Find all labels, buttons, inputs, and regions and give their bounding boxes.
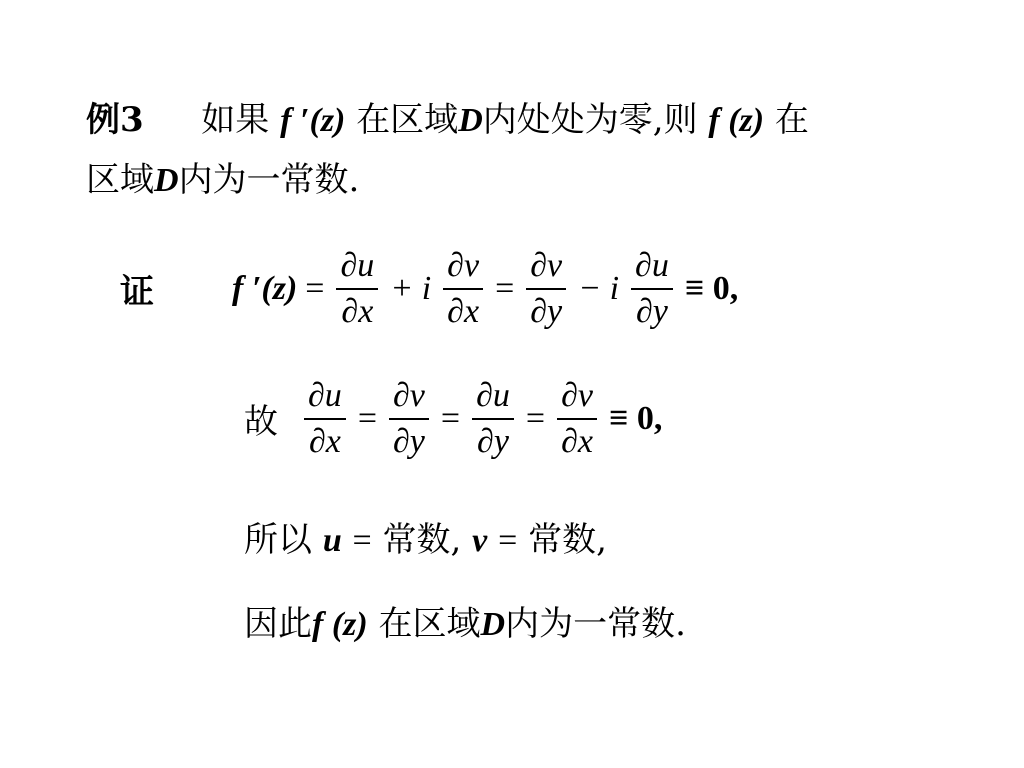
eq-sign: = (525, 399, 546, 437)
text-const-1: 常数, (382, 520, 462, 560)
eq-sign: = (352, 522, 372, 559)
frac-num: ∂v (447, 247, 480, 284)
frac-den: ∂y (393, 422, 425, 460)
math-D-2: D (154, 162, 179, 199)
math-D-3: D (480, 606, 506, 643)
text-neiweiyichangshu-2: 内为一常数. (505, 604, 686, 644)
proof-equation (232, 246, 746, 332)
frac-den: ∂x (341, 292, 374, 330)
eq-sign: = (305, 269, 325, 307)
eq-sign: = (357, 399, 377, 437)
frac-du-dx (304, 376, 346, 462)
text-zai: 在 (774, 100, 809, 140)
text-zaiquyu: 在区域 (356, 100, 459, 140)
text-const-2: 常数, (528, 520, 607, 560)
proof-lhs: f ′(z) (232, 269, 298, 307)
frac-num: ∂u (340, 247, 375, 284)
frac-du-dy (631, 246, 673, 332)
frac-den: ∂x (447, 292, 480, 330)
frac-num: ∂u (635, 247, 669, 284)
equiv-zero: ≡ 0, (684, 269, 739, 307)
plus-i: + i (390, 269, 432, 307)
frac-den: ∂y (636, 292, 668, 330)
conclusion-line (244, 604, 686, 645)
frac-dv-dx (443, 246, 483, 332)
frac-den: ∂x (561, 422, 593, 460)
frac-dv-dy (526, 246, 566, 332)
so-line (244, 520, 607, 561)
text-ruguo: 如果 (201, 100, 270, 140)
eq-sign: = (440, 399, 461, 437)
frac-num: ∂v (530, 247, 563, 284)
text-neichuchu: 内处处为零, (482, 100, 664, 140)
eq-sign: = (498, 522, 518, 559)
math-fprime-z: f ′(z) (280, 102, 346, 139)
frac-den: ∂y (530, 292, 563, 330)
frac-num: ∂u (476, 377, 510, 414)
math-f-z-2: f (z) (312, 606, 368, 643)
conclusion-label: 因此 (244, 604, 312, 644)
frac-den: ∂y (477, 422, 509, 460)
frac-dv-dx (557, 376, 597, 462)
therefore-label: 故 (244, 402, 278, 442)
so-label: 所以 (244, 520, 312, 560)
eq-sign: = (495, 269, 515, 307)
equiv-zero: ≡ 0, (609, 399, 663, 437)
math-v: v (472, 522, 488, 559)
text-quyu: 区域 (86, 160, 154, 200)
example-label: 例3 (86, 100, 144, 140)
frac-num: ∂v (561, 377, 593, 414)
math-f-z: f (z) (708, 102, 765, 139)
problem-line-2 (86, 160, 359, 201)
frac-den: ∂x (308, 422, 341, 460)
math-D: D (458, 102, 483, 139)
text-neiweiyichangshu: 内为一常数. (178, 160, 360, 200)
frac-num: ∂v (393, 377, 425, 414)
math-u: u (322, 522, 342, 559)
frac-dv-dy (389, 376, 429, 462)
frac-du-dy (472, 376, 514, 462)
text-zaiquyu-2: 在区域 (378, 604, 481, 644)
proof-label: 证 (120, 272, 154, 312)
minus-i: − i (578, 269, 620, 307)
frac-du-dx (336, 246, 378, 332)
text-ze: 则 (663, 100, 698, 140)
therefore-equation (300, 376, 670, 462)
problem-line-1 (86, 100, 809, 141)
frac-num: ∂u (308, 377, 342, 414)
